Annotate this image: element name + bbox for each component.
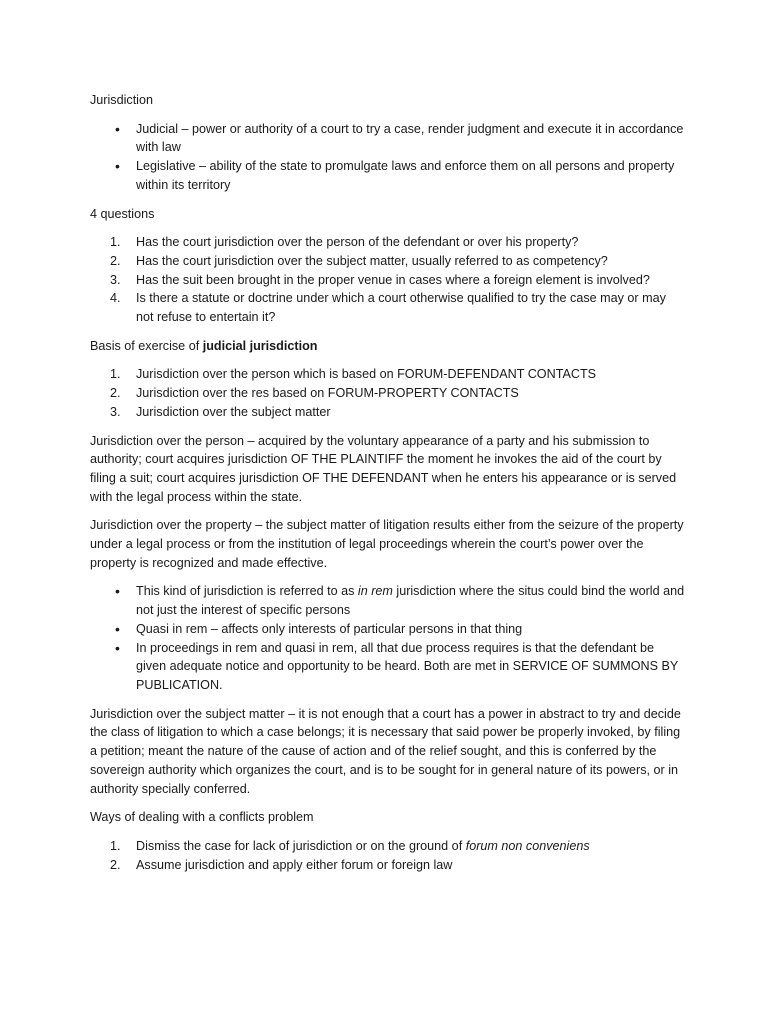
- question-item: [90, 289, 685, 326]
- list-number: 1.: [110, 367, 121, 382]
- basis-text: Jurisdiction over the res based on FORUM-PROPERTY CONTACTS: [136, 386, 519, 401]
- quasi-item: • Quasi in rem – affects only interests of particular persons in that thing: [90, 620, 685, 639]
- definitions-list: [90, 120, 685, 195]
- way-italic: forum non conveniens: [465, 838, 590, 853]
- definition-judicial: • Judicial – power or authority of a court to try a case, render judgment and execute it in accordance with law: [90, 120, 685, 157]
- rem-item: [90, 582, 685, 619]
- list-number: 2.: [110, 253, 121, 268]
- ways-list: [90, 837, 685, 874]
- basis-text: Jurisdiction over the subject matter: [136, 404, 331, 419]
- list-number: 2.: [110, 386, 121, 401]
- rem-text-pre: This kind of jurisdiction is referred to as: [136, 584, 358, 599]
- document-body: [90, 91, 685, 884]
- question-text: Has the suit been brought in the proper venue in cases where a foreign element is involved?: [136, 272, 650, 287]
- basis-heading-text: Basis of exercise of: [90, 338, 203, 353]
- questions-heading: 4 questions: [90, 206, 155, 221]
- way-text-pre: Dismiss the case for lack of jurisdiction or on the ground of: [136, 838, 466, 853]
- basis-item: [90, 403, 685, 422]
- basis-heading-bold: judicial jurisdiction: [202, 338, 318, 353]
- property-paragraph: Jurisdiction over the property – the subject matter of litigation results either from the seizure of the property under a legal process or from the institution of legal proceedings wherein the court’s power over the property is recognized and made effective.: [90, 518, 684, 570]
- basis-item: [90, 384, 685, 403]
- question-item: [90, 233, 685, 252]
- question-text: Has the court jurisdiction over the subject matter, usually referred to as competency?: [136, 253, 608, 268]
- list-number: 4.: [110, 291, 121, 306]
- question-text: Has the court jurisdiction over the person of the defendant or over his property?: [136, 235, 579, 250]
- list-number: 1.: [110, 838, 121, 853]
- way-text: Assume jurisdiction and apply either forum or foreign law: [136, 857, 453, 872]
- proceedings-item: • In proceedings in rem and quasi in rem, all that due process requires is that the defendant be given adequate notice and opportunity to be heard. Both are met in SERVICE OF SUMMONS BY PUBLICATION.: [90, 639, 685, 695]
- basis-item: [90, 365, 685, 384]
- way-item: [90, 856, 685, 875]
- question-item: [90, 271, 685, 290]
- way-item: [90, 837, 685, 856]
- list-number: 2.: [110, 857, 121, 872]
- basis-heading: [90, 337, 685, 356]
- definition-legislative: • Legislative – ability of the state to promulgate laws and enforce them on all persons and property within its territory: [90, 157, 685, 194]
- question-text: Is there a statute or doctrine under which a court otherwise qualified to try the case may or may not refuse to entertain it?: [136, 291, 666, 325]
- questions-list: [90, 233, 685, 327]
- basis-text: Jurisdiction over the person which is based on FORUM-DEFENDANT CONTACTS: [136, 367, 597, 382]
- person-paragraph: Jurisdiction over the person – acquired by the voluntary appearance of a party and his submission to authority; court acquires jurisdiction OF THE PLAINTIFF the moment he invokes the aid of the court by filing a suit; court acquires jurisdiction OF THE DEFENDANT when he enters his appearance or is served with the legal process within the state.: [90, 433, 677, 504]
- rem-italic: in rem: [357, 584, 393, 599]
- list-number: 3.: [110, 404, 121, 419]
- ways-heading: Ways of dealing with a conflicts problem: [90, 810, 314, 825]
- question-item: [90, 252, 685, 271]
- basis-list: [90, 365, 685, 421]
- list-number: 1.: [110, 235, 121, 250]
- rem-list: [90, 582, 685, 694]
- list-number: 3.: [110, 272, 121, 287]
- title-jurisdiction: Jurisdiction: [90, 93, 153, 107]
- subject-matter-paragraph: Jurisdiction over the subject matter – it is not enough that a court has a power in abstract to try and decide the class of litigation to which a case belongs; it is necessary that said power be properly invoked, by filing a petition; meant the nature of the cause of action and of the relief sought, and this is conferred by the sovereign authority which organizes the court, and is to be sought for in general nature of its powers, or in authority specially conferred.: [90, 706, 681, 796]
- rem-text-post: jurisdiction where the situs could bind the world and not just the interest of specific persons: [136, 584, 685, 618]
